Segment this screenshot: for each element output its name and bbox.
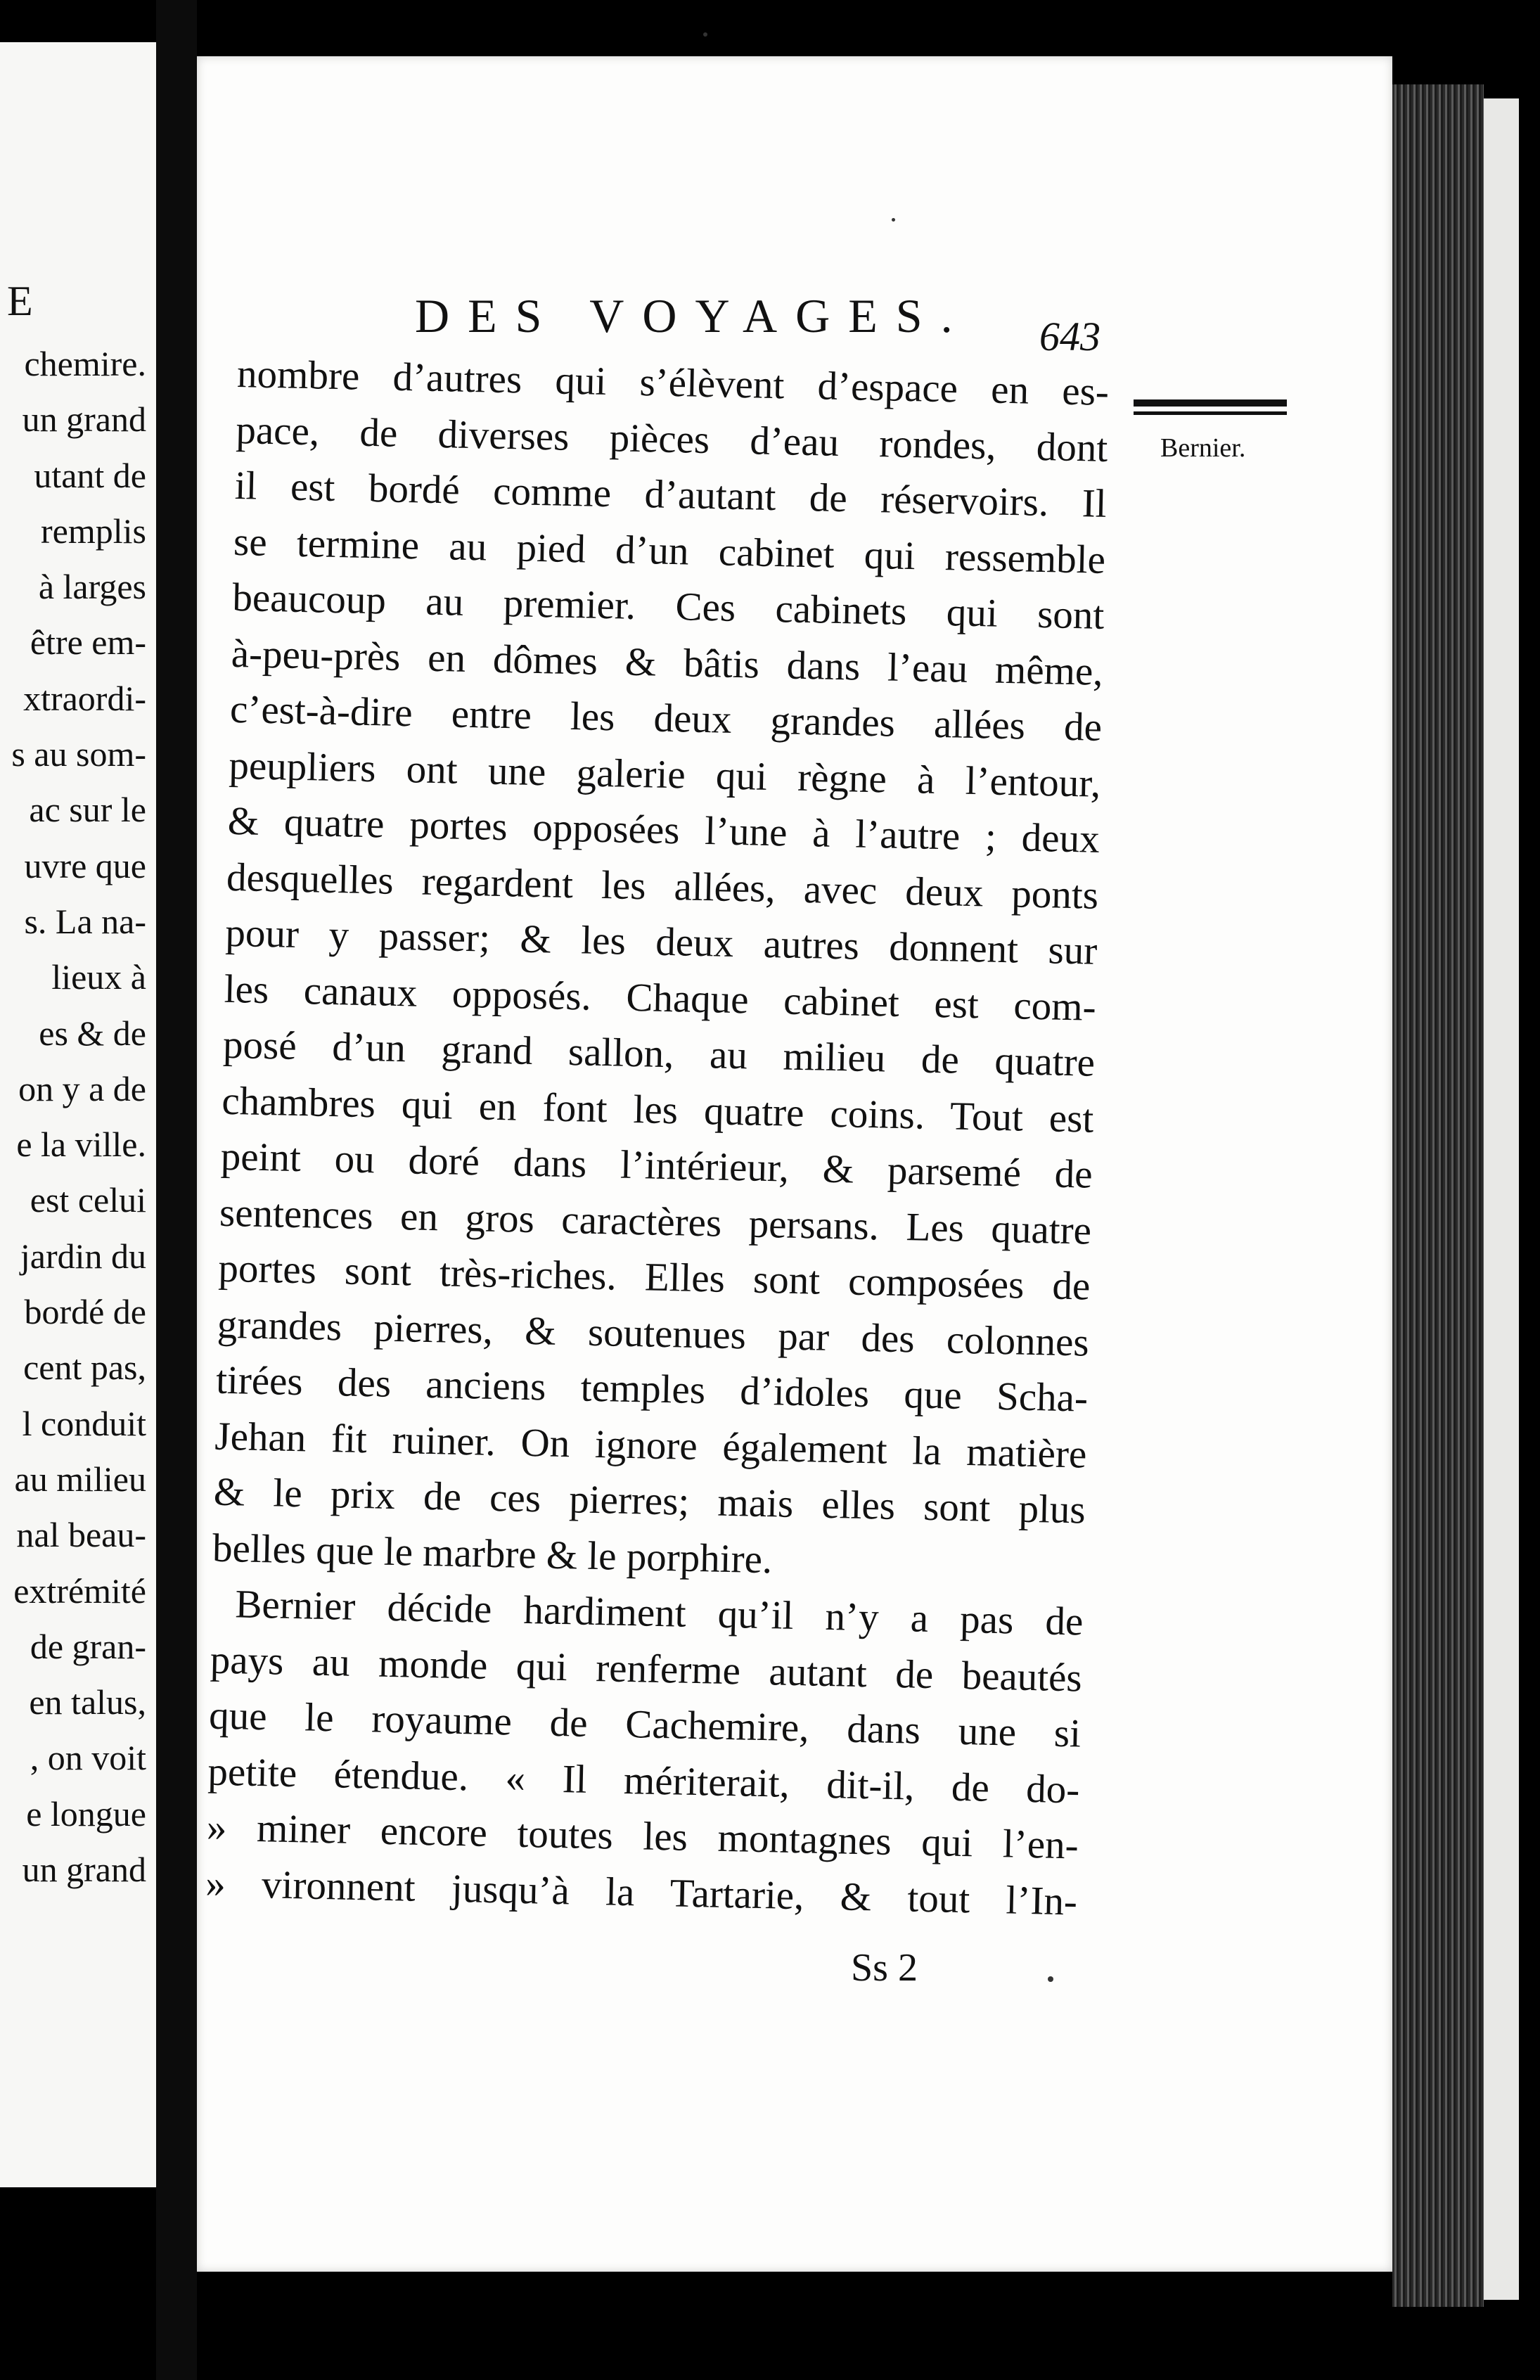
previous-page-line: s au som- [11,734,146,774]
text-line: tirées des anciens temples d’idoles que Scha- [215,1357,1089,1421]
page-number: 643 [1039,314,1101,359]
text-line: Jehan fit ruiner. On ignore également la matière [214,1414,1087,1477]
previous-page-line: es & de [39,1013,146,1053]
marginal-rule [1134,399,1287,407]
text-line: nombre d’autres qui s’élèvent d’espace en es- [236,351,1110,414]
text-line: à-peu-près en dômes & bâtis dans l’eau même, [231,631,1104,694]
text-line: peupliers ont une galerie qui règne à l’entour, [228,743,1101,806]
previous-page-line: utant de [34,455,146,495]
page-edges [1392,84,1484,2307]
previous-page-line: e la ville. [16,1125,146,1165]
previous-page-line: lieux à [51,957,146,997]
previous-page-line: l conduit [22,1403,146,1443]
running-head: DES VOYAGES. [415,289,971,343]
previous-page-line: de gran- [30,1626,146,1666]
text-line: Bernier décide hardiment qu’il n’y a pas de [234,1582,1084,1644]
previous-page-line: cent pas, [23,1348,146,1388]
text-line: petite étendue. « Il mériterait, dit-il, de do- [207,1749,1080,1812]
text-line: belles que le marbre & le porphire. [212,1525,773,1582]
previous-page-line: jardin du [20,1236,146,1276]
text-line: les canaux opposés. Chaque cabinet est com- [224,966,1097,1030]
previous-page-line: extrémité [13,1570,146,1611]
text-line: que le royaume de Cachemire, dans une si [208,1693,1082,1756]
book-gutter [156,0,197,2380]
previous-page-line: est celui [30,1180,146,1220]
text-line: desquelles regardent les allées, avec deux ponts [226,855,1099,918]
marginal-note: Bernier. [1160,433,1246,463]
previous-page-line: un grand [22,1850,146,1890]
previous-page-line: ac sur le [29,790,146,830]
ink-speck [1048,1976,1053,1982]
text-line: pour y passer; & les deux autres donnent sur [224,910,1098,973]
text-line: pace, de diverses pièces d’eau rondes, dont [235,407,1108,471]
text-line: se termine au pied d’un cabinet qui ressemble [233,519,1106,582]
previous-page-line: s. La na- [24,901,146,941]
previous-page-line: être em- [30,622,146,663]
text-line: grandes pierres, & soutenues par des colonnes [217,1302,1090,1365]
previous-page-line: nal beau- [16,1515,146,1555]
text-line: » miner encore toutes les montagnes qui l’en- [206,1805,1079,1868]
previous-page-line: remplis [41,511,146,551]
previous-page-line: au milieu [14,1459,146,1499]
text-line: sentences en gros caractères persans. Les quatre [219,1190,1092,1253]
ink-speck [703,32,707,37]
text-line: chambres qui en font les quatre coins. Tout est [221,1078,1094,1141]
next-page-edge [1484,98,1519,2300]
text-line: il est bordé comme d’autant de réservoirs. Il [234,463,1108,526]
text-line: & quatre portes opposées l’une à l’autre ; deux [227,798,1101,862]
text-line: pays au monde qui renferme autant de beautés [210,1637,1083,1701]
text-line: posé d’un grand sallon, au milieu de quatre [222,1022,1096,1085]
previous-page-line: en talus, [29,1682,146,1722]
text-line: portes sont très-riches. Elles sont composées de [217,1246,1091,1309]
marginal-rule-thin [1134,411,1287,415]
previous-page-line: , on voit [30,1738,146,1778]
previous-page-line: un grand [22,399,146,440]
previous-page-text [11,336,146,1898]
previous-page-line: xtraordi- [23,678,146,718]
body-text [205,346,1109,1929]
text-line: » vironnent jusqu’à la Tartarie, & tout l’In- [205,1861,1078,1924]
previous-page-running-head: E [7,278,33,324]
previous-page-line: à larges [38,567,146,607]
text-line: & le prix de ces pierres; mais elles sont plus [213,1469,1086,1533]
text-line: peint ou doré dans l’intérieur, & parsemé de [220,1134,1093,1197]
previous-page-line: e longue [26,1793,146,1834]
signature-mark: Ss 2 [851,1946,918,1990]
text-line: beaucoup au premier. Ces cabinets qui sont [231,575,1105,638]
previous-page-fragment [0,42,156,2187]
previous-page-line: uvre que [24,845,146,885]
text-line: c’est-à-dire entre les deux grandes allées de [229,686,1103,750]
previous-page-line: bordé de [24,1292,146,1332]
ink-speck [892,218,895,222]
previous-page-line: on y a de [18,1068,146,1108]
previous-page-line: chemire. [24,344,146,383]
